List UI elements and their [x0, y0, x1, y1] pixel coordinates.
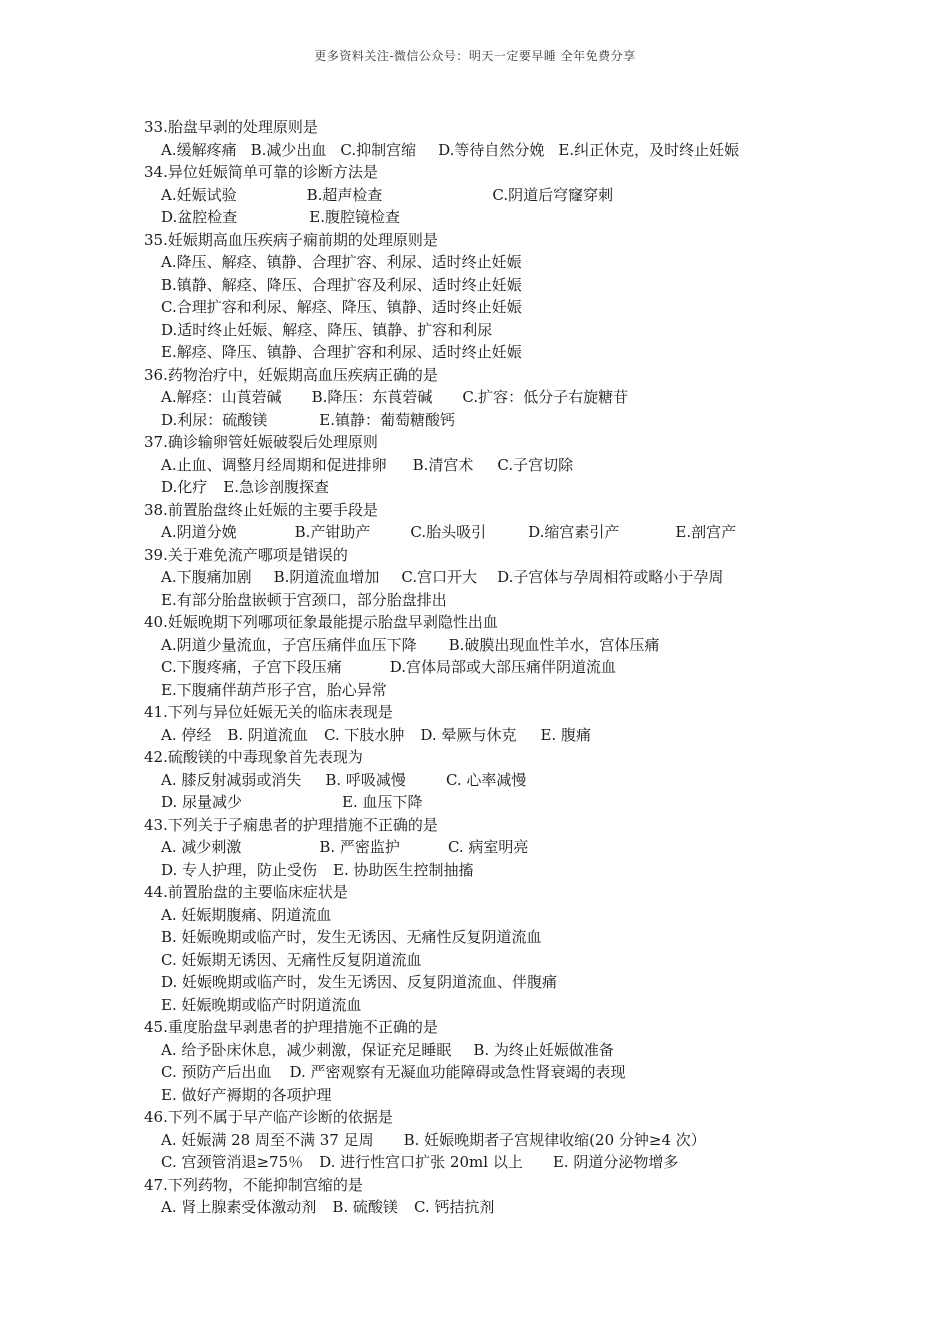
- option-row: [144, 926, 844, 949]
- answer-option: D. 妊娠晚期或临产时，发生无诱因、反复阴道流血、伴腹痛: [161, 973, 558, 991]
- question-stem: 43.下列关于子痫患者的护理措施不正确的是: [144, 815, 438, 834]
- answer-option: B. 严密监护: [319, 838, 400, 856]
- answer-option: B.减少出血: [250, 140, 327, 159]
- answer-option: D. 晕厥与休克: [420, 725, 517, 744]
- option-row: [144, 994, 844, 1017]
- answer-option: C. 下肢水肿: [323, 725, 405, 744]
- option-row: [144, 566, 844, 589]
- option-row: [144, 724, 844, 747]
- option-row: [144, 904, 844, 927]
- option-row: [144, 1196, 844, 1219]
- question-stem: 40.妊娠晚期下列哪项征象最能提示胎盘早剥隐性出血: [144, 613, 498, 631]
- answer-option: D.适时终止妊娠、解痉、降压、镇静、扩容和利尿: [161, 320, 493, 339]
- answer-option: C. 钙拮抗剂: [413, 1198, 495, 1216]
- option-row: [144, 341, 844, 364]
- option-row: [144, 386, 844, 409]
- answer-option: E.剖宫产: [675, 523, 737, 541]
- answer-option: E. 血压下降: [342, 793, 423, 811]
- question-stem: 35.妊娠期高血压疾病子痫前期的处理原则是: [144, 230, 438, 249]
- answer-option: D. 专人护理，防止受伤: [161, 860, 318, 879]
- option-row: [144, 1039, 844, 1062]
- answer-option: D.子宫体与孕周相符或略小于孕周: [497, 568, 724, 586]
- option-row: [144, 206, 844, 229]
- option-row: [144, 656, 844, 679]
- option-row: [144, 971, 844, 994]
- answer-option: A. 妊娠满 28 周至不满 37 足周: [161, 1130, 374, 1149]
- answer-option: A.缓解疼痛: [161, 140, 237, 159]
- answer-option: C.宫口开大: [401, 568, 478, 586]
- answer-option: B. 阴道流血: [227, 725, 308, 744]
- answer-option: D.缩宫素引产: [528, 523, 620, 541]
- answer-option: D. 尿量减少: [161, 793, 243, 811]
- option-row: [144, 949, 844, 972]
- answer-option: B. 为终止妊娠做准备: [473, 1040, 614, 1059]
- option-row: [144, 836, 844, 859]
- option-row: [144, 319, 844, 342]
- answer-option: C. 宫颈管消退≥75％: [161, 1153, 304, 1171]
- question-stem: 34.异位妊娠简单可靠的诊断方法是: [144, 163, 378, 181]
- answer-option: D.化疗: [161, 478, 208, 496]
- option-row: [144, 139, 844, 162]
- question-stem: 39.关于难免流产哪项是错误的: [144, 545, 348, 564]
- option-row: [144, 454, 844, 477]
- answer-option: C.下腹疼痛，子宫下段压痛: [161, 658, 342, 676]
- answer-option: A.阴道少量流血，子宫压痛伴血压下降: [161, 635, 417, 654]
- answer-option: A. 妊娠期腹痛、阴道流血: [161, 905, 332, 924]
- answer-option: C. 心率减慢: [445, 770, 527, 789]
- option-row: [144, 1084, 844, 1107]
- answer-option: A. 停经: [161, 725, 212, 744]
- answer-option: B.产钳助产: [294, 523, 371, 541]
- question-stem: 45.重度胎盘早剥患者的护理措施不正确的是: [144, 1018, 438, 1036]
- answer-option: E. 妊娠晚期或临产时阴道流血: [161, 995, 362, 1014]
- answer-option: B. 硫酸镁: [332, 1198, 398, 1216]
- answer-option: C.阴道后穹窿穿刺: [492, 185, 614, 204]
- answer-option: E.纠正休克，及时终止妊娠: [558, 140, 740, 159]
- answer-option: C.抑制宫缩: [340, 140, 417, 159]
- answer-option: D. 进行性宫口扩张 20ml 以上: [319, 1153, 523, 1171]
- question-stem: 38.前置胎盘终止妊娠的主要手段是: [144, 500, 378, 519]
- answer-option: B. 呼吸减慢: [325, 770, 406, 789]
- answer-option: E. 做好产褥期的各项护理: [161, 1085, 332, 1104]
- answer-option: B. 妊娠晚期或临产时，发生无诱因、无痛性反复阴道流血: [161, 928, 542, 946]
- option-row: [144, 184, 844, 207]
- answer-option: C.扩容：低分子右旋糖苷: [462, 388, 629, 406]
- option-row: [144, 476, 844, 499]
- answer-option: A.阴道分娩: [161, 523, 237, 541]
- question-stem: 42.硫酸镁的中毒现象首先表现为: [144, 748, 363, 766]
- answer-option: B.降压：东莨菪碱: [311, 388, 433, 406]
- question-stem: 33.胎盘早剥的处理原则是: [144, 118, 318, 136]
- answer-option: B.阴道流血增加: [273, 568, 380, 586]
- answer-option: A. 膝反射减弱或消失: [161, 770, 302, 789]
- option-row: [144, 409, 844, 432]
- answer-option: A.下腹痛加剧: [161, 568, 252, 586]
- option-row: [144, 859, 844, 882]
- answer-option: C.子宫切除: [497, 455, 574, 474]
- page-header: 更多资料关注-微信公众号：明天一定要早睡 全年免费分享: [314, 49, 636, 63]
- question-stem: 44.前置胎盘的主要临床症状是: [144, 883, 348, 901]
- answer-option: E.急诊剖腹探查: [223, 478, 329, 496]
- option-row: [144, 251, 844, 274]
- option-row: [144, 589, 844, 612]
- answer-option: A.止血、调整月经周期和促进排卵: [161, 455, 387, 474]
- answer-option: C. 病室明亮: [447, 838, 529, 856]
- answer-option: E.下腹痛伴葫芦形子宫，胎心异常: [161, 680, 387, 699]
- answer-option: E.有部分胎盘嵌顿于宫颈口，部分胎盘排出: [161, 590, 447, 609]
- answer-option: A. 减少刺激: [161, 838, 242, 856]
- answer-option: D.利尿：硫酸镁: [161, 410, 268, 429]
- answer-option: C.胎头吸引: [410, 523, 487, 541]
- answer-option: E. 协助医生控制抽搐: [333, 860, 474, 879]
- option-row: [144, 1061, 844, 1084]
- question-stem: 46.下列不属于早产临产诊断的依据是: [144, 1108, 393, 1126]
- option-row: [144, 296, 844, 319]
- option-row: [144, 274, 844, 297]
- answer-option: B.清宫术: [412, 455, 474, 474]
- question-stem: 36.药物治疗中，妊娠期高血压疾病正确的是: [144, 365, 438, 384]
- option-row: [144, 634, 844, 657]
- answer-option: E.解痉、降压、镇静、合理扩容和利尿、适时终止妊娠: [161, 343, 522, 361]
- answer-option: C. 妊娠期无诱因、无痛性反复阴道流血: [161, 950, 422, 969]
- question-list: [144, 116, 844, 1219]
- answer-option: D.宫体局部或大部压痛伴阴道流血: [389, 658, 616, 676]
- answer-option: D. 严密观察有无凝血功能障碍或急性肾衰竭的表现: [289, 1063, 626, 1081]
- answer-option: E.镇静：葡萄糖酸钙: [319, 410, 455, 429]
- answer-option: B.镇静、解痉、降压、合理扩容及利尿、适时终止妊娠: [161, 275, 522, 294]
- question-stem: 37.确诊输卵管妊娠破裂后处理原则: [144, 433, 378, 451]
- answer-option: B. 妊娠晚期者子宫规律收缩(20 分钟≥4 次）: [403, 1130, 706, 1149]
- answer-option: E.腹腔镜检查: [309, 208, 400, 226]
- answer-option: C. 预防产后出血: [161, 1063, 272, 1081]
- answer-option: A.妊娠试验: [161, 185, 237, 204]
- answer-option: A.解痉：山莨菪碱: [161, 388, 282, 406]
- option-row: [144, 791, 844, 814]
- question-stem: 47.下列药物，不能抑制宫缩的是: [144, 1175, 363, 1194]
- answer-option: A. 给予卧床休息，减少刺激，保证充足睡眠: [161, 1040, 452, 1059]
- option-row: [144, 1151, 844, 1174]
- question-stem: 41.下列与异位妊娠无关的临床表现是: [144, 703, 393, 721]
- answer-option: A.降压、解痉、镇静、合理扩容、利尿、适时终止妊娠: [161, 253, 522, 271]
- answer-option: C.合理扩容和利尿、解痉、降压、镇静、适时终止妊娠: [161, 298, 522, 316]
- answer-option: D.盆腔检查: [161, 208, 238, 226]
- option-row: [144, 679, 844, 702]
- option-row: [144, 1129, 844, 1152]
- answer-option: A. 肾上腺素受体激动剂: [161, 1198, 317, 1216]
- option-row: [144, 769, 844, 792]
- option-row: [144, 521, 844, 544]
- answer-option: D.等待自然分娩: [438, 140, 545, 159]
- answer-option: B.破膜出现血性羊水，宫体压痛: [448, 635, 660, 654]
- answer-option: E. 阴道分泌物增多: [552, 1153, 679, 1171]
- answer-option: B.超声检查: [306, 185, 383, 204]
- answer-option: E. 腹痛: [540, 725, 591, 744]
